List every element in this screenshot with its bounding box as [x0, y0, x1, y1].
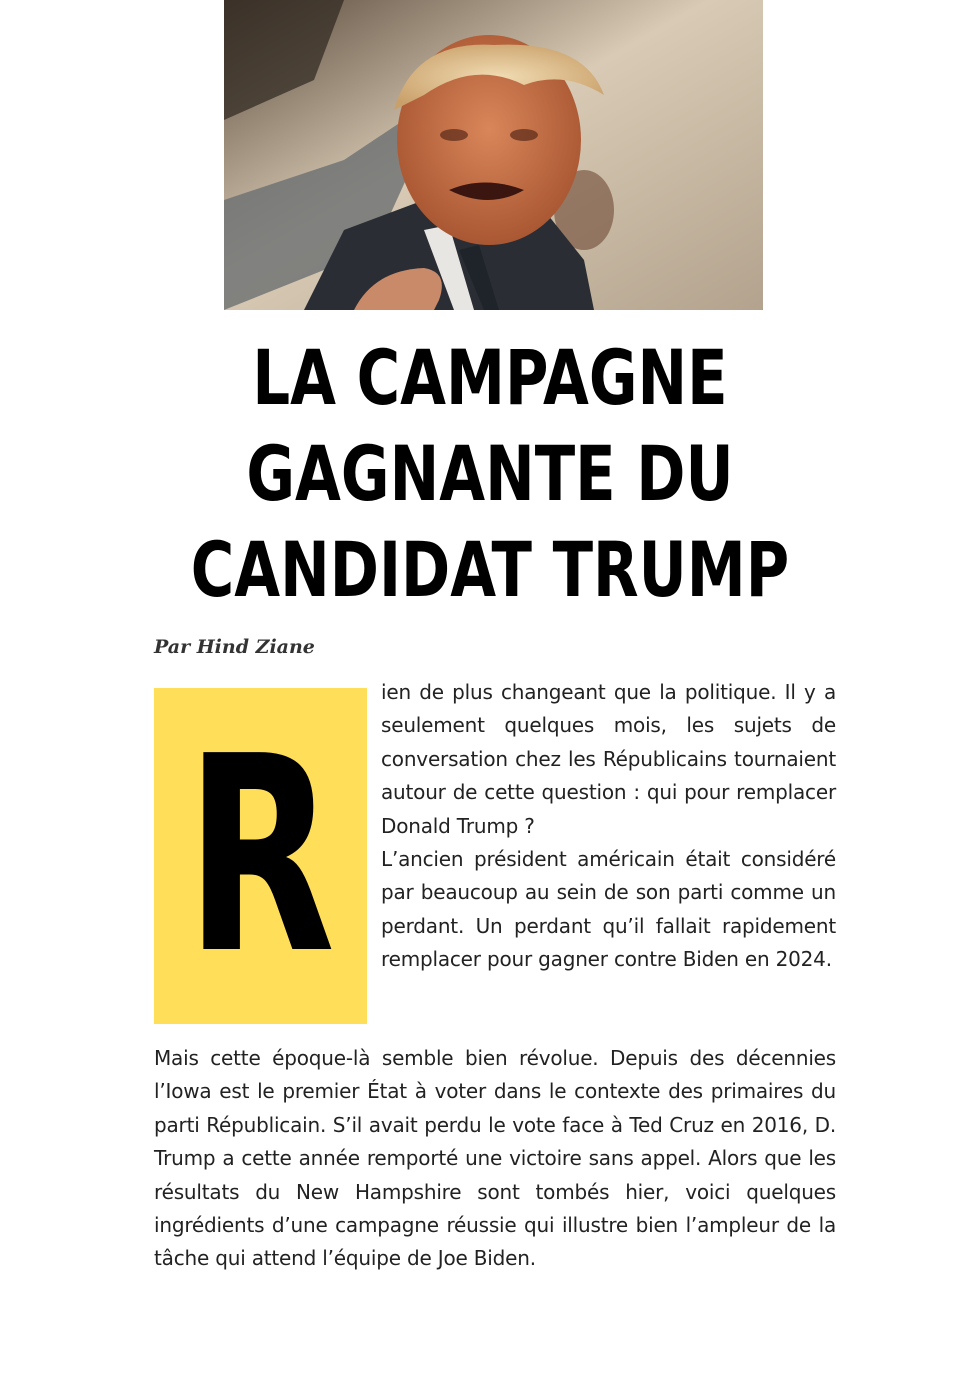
body-paragraph: Mais cette époque-là semble bien révolue. Depuis des décennies l’Iowa est le premier État à voter dans le contexte des primaires du parti Républicain. S’il avait perdu le vote face à Ted Cruz en 2016, D. Trump a cette année remporté une victoire sans appel. Alors que les résultats du New Hampshire sont tombés hier, voici quelques ingrédients d’une campagne réussie qui illustre bien l’ampleur de la tâche qui attend l’équipe de Joe Biden. — [154, 1046, 836, 1271]
headline-line-3: CANDIDAT TRUMP — [190, 525, 790, 614]
byline: Par Hind Ziane — [154, 636, 315, 658]
headline-line-1: LA CAMPAGNE — [252, 333, 728, 422]
lead-text — [381, 676, 836, 977]
portrait-illustration — [224, 0, 763, 310]
dropcap-box — [154, 688, 367, 1024]
article-photo — [224, 0, 763, 310]
lead-paragraph-2: L’ancien président américain était considéré par beaucoup au sein de son parti comme un perdant. Un perdant qu’il fallait rapidement remplacer pour gagner contre Biden en 2024. — [381, 847, 836, 972]
body-text — [154, 1042, 836, 1276]
headline — [108, 330, 872, 618]
dropcap-letter: R — [185, 698, 336, 1013]
lead-paragraph-1: ien de plus changeant que la politique. Il y a seulement quelques mois, les sujets de conversation chez les Républicains tournaient autour de cette question : qui pour remplacer Donald Trump ? — [381, 680, 836, 838]
headline-line-2: GAGNANTE DU — [246, 429, 734, 518]
